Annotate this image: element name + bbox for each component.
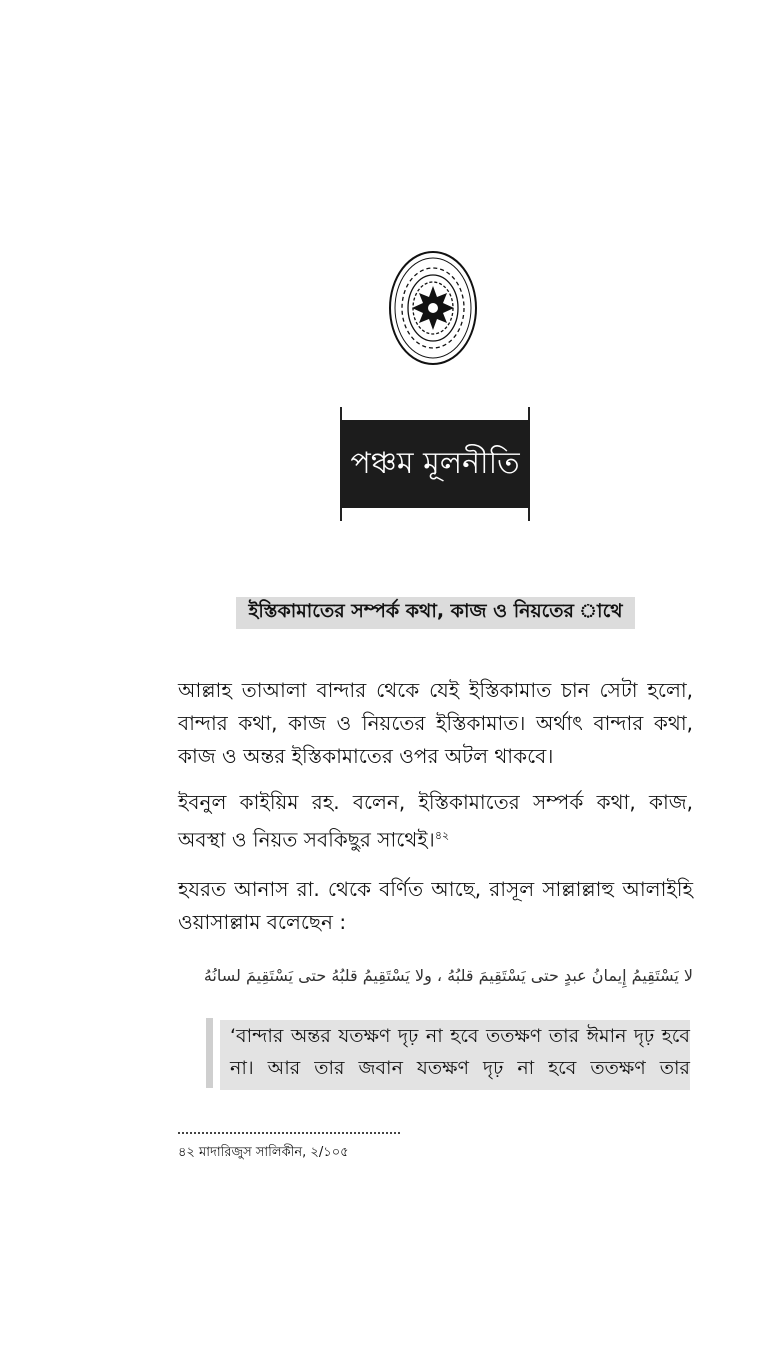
chapter-title: পঞ্চম মূলনীতি bbox=[350, 445, 520, 481]
chapter-banner bbox=[340, 420, 530, 508]
footnote-divider bbox=[178, 1132, 400, 1134]
section-heading-box bbox=[236, 597, 635, 629]
hadith-translation: ‘বান্দার অন্তর যতক্ষণ দৃঢ় না হবে ততক্ষণ তার ঈমান দৃঢ় হবে না। আর তার জবান যতক্ষণ দৃঢ় না হবে ততক্ষণ তার bbox=[220, 1020, 690, 1090]
footnote: ৪২ মাদারিজুস সালিকীন, ২/১০৫ bbox=[178, 1145, 349, 1160]
paragraph-1: আল্লাহ তাআলা বান্দার থেকে যেই ইস্তিকামাত চান সেটা হলো, বান্দার কথা, কাজ ও নিয়তের ইস্তিকামাত। অর্থাৎ বান্দার কথা, কাজ ও অন্তর ইস্তিকামাতের ওপর অটল থাকবে। bbox=[178, 678, 693, 768]
quote-bar bbox=[206, 1018, 213, 1088]
hadith-arabic: لا يَسْتَقِيمُ إِيمانُ عبدٍ حتى يَسْتَقِيمَ قلبُهُ ، ولا يَسْتَقِيمُ قلبُهُ حتى يَسْتَقِيمَ لسانُهُ bbox=[203, 966, 693, 985]
paragraph-3: হযরত আনাস রা. থেকে বর্ণিত আছে, রাসূল সাল্লাল্লাহু আলাইহি ওয়াসাল্লাম বলেছেন : bbox=[178, 877, 693, 934]
mandala-ornament-icon bbox=[388, 249, 478, 367]
paragraph-2-text: ইবনুল কাইয়িম রহ. বলেন, ইস্তিকামাতের সম্পর্ক কথা, কাজ, অবস্থা ও নিয়ত সবকিছুর সাথেই। bbox=[178, 790, 693, 852]
footnote-ref-42[interactable]: ৪২ bbox=[434, 829, 450, 842]
paragraph-2 bbox=[178, 786, 693, 857]
section-heading: ইস্তিকামাতের সম্পর্ক কথা, কাজ ও নিয়তের াথে bbox=[248, 600, 623, 622]
